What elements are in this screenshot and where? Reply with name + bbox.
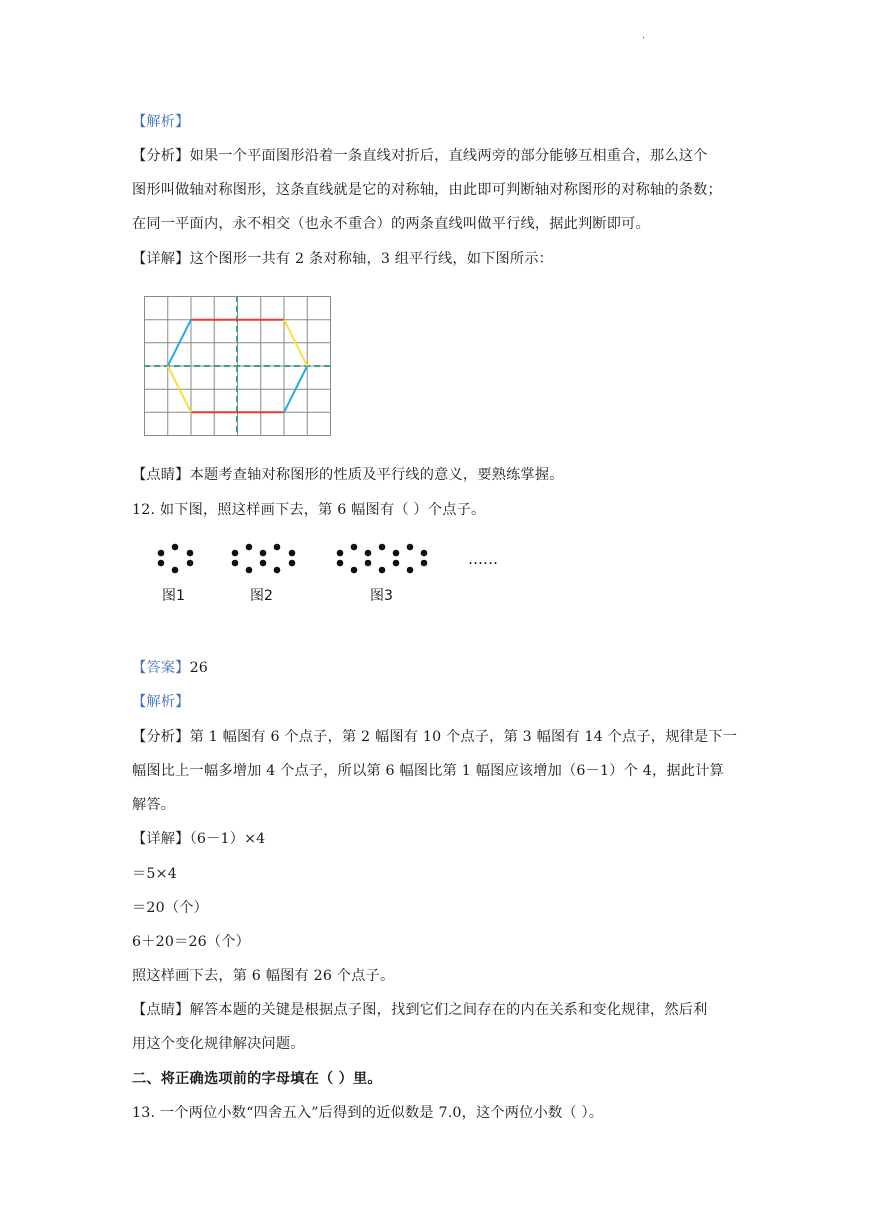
analysis2-line-2: 幅图比上一幅多增加 4 个点子，所以第 6 幅图比第 1 幅图应该增加（6－1）个 4，据此计算 — [132, 763, 724, 779]
detail2-step-3: ＝20（个） — [132, 900, 209, 916]
analysis-line-3: 在同一平面内，永不相交（也永不重合）的两条直线叫做平行线，据此判断即可。 — [132, 216, 650, 232]
figure-label-2: 图2 — [250, 588, 273, 604]
analysis2-tag: 【分析】 — [132, 729, 190, 745]
remark-text: 本题考查轴对称图形的性质及平行线的意义，要熟练掌握。 — [189, 467, 564, 483]
hexagon-grid-figure — [144, 296, 334, 438]
remark-line — [132, 465, 742, 485]
detail2-step-2: ＝5×4 — [132, 866, 177, 882]
section-label-jiexi-2: 【解析】 — [132, 694, 190, 710]
detail-tag: 【详解】 — [132, 251, 190, 267]
detail-text: 这个图形一共有 2 条对称轴，3 组平行线，如下图所示： — [189, 251, 554, 267]
answer-tag: 【答案】 — [132, 660, 190, 676]
remark-tag: 【点睛】 — [132, 467, 190, 483]
detail2-step-1: （6－1）×4 — [189, 831, 266, 847]
header-mark: . — [642, 30, 646, 41]
ellipsis: …… — [468, 550, 498, 568]
detail2-tag: 【详解】 — [132, 831, 190, 847]
remark2-tag: 【点睛】 — [132, 1002, 190, 1018]
figure-1-dots — [158, 544, 194, 574]
analysis2-text: 第 1 幅图有 6 个点子，第 2 幅图有 10 个点子，第 3 幅图有 14 个点子，规律是下一 — [189, 729, 738, 745]
detail-line — [132, 249, 742, 269]
answer-line — [132, 658, 742, 678]
analysis2-line-3: 解答。 — [132, 797, 176, 813]
answer-value: 26 — [189, 660, 209, 676]
detail2-step-4: 6＋20＝26（个） — [132, 934, 251, 950]
question-12: 12. 如下图，照这样画下去，第 6 幅图有（ ）个点子。 — [132, 502, 486, 518]
remark2-text: 解答本题的关键是根据点子图，找到它们之间存在的内在关系和变化规律，然后利 — [189, 1002, 708, 1018]
figure-3-dots — [337, 544, 428, 574]
section-label-jiexi: 【解析】 — [132, 114, 190, 130]
detail2-line-1 — [132, 829, 742, 849]
analysis-line-1 — [132, 146, 742, 166]
analysis-line-2: 图形叫做轴对称图形，这条直线就是它的对称轴，由此即可判断轴对称图形的对称轴的条数； — [132, 182, 722, 198]
analysis-tag: 【分析】 — [132, 148, 190, 164]
detail2-conclusion: 照这样画下去，第 6 幅图有 26 个点子。 — [132, 968, 395, 984]
figure-2-dots — [232, 544, 296, 574]
section-2-title: 二、将正确选项前的字母填在（ ）里。 — [132, 1071, 382, 1087]
analysis-text: 如果一个平面图形沿着一条直线对折后，直线两旁的部分能够互相重合，那么这个 — [189, 148, 708, 164]
remark2-line-1 — [132, 1000, 742, 1020]
question-13: 13. 一个两位小数“四舍五入”后得到的近似数是 7.0，这个两位小数（ ）。 — [132, 1105, 604, 1121]
remark2-line-2: 用这个变化规律解决问题。 — [132, 1036, 305, 1052]
analysis2-line-1 — [132, 727, 742, 747]
figure-label-3: 图3 — [370, 588, 393, 604]
dot-pattern-figures — [150, 538, 520, 606]
figure-label-1: 图1 — [162, 588, 185, 604]
